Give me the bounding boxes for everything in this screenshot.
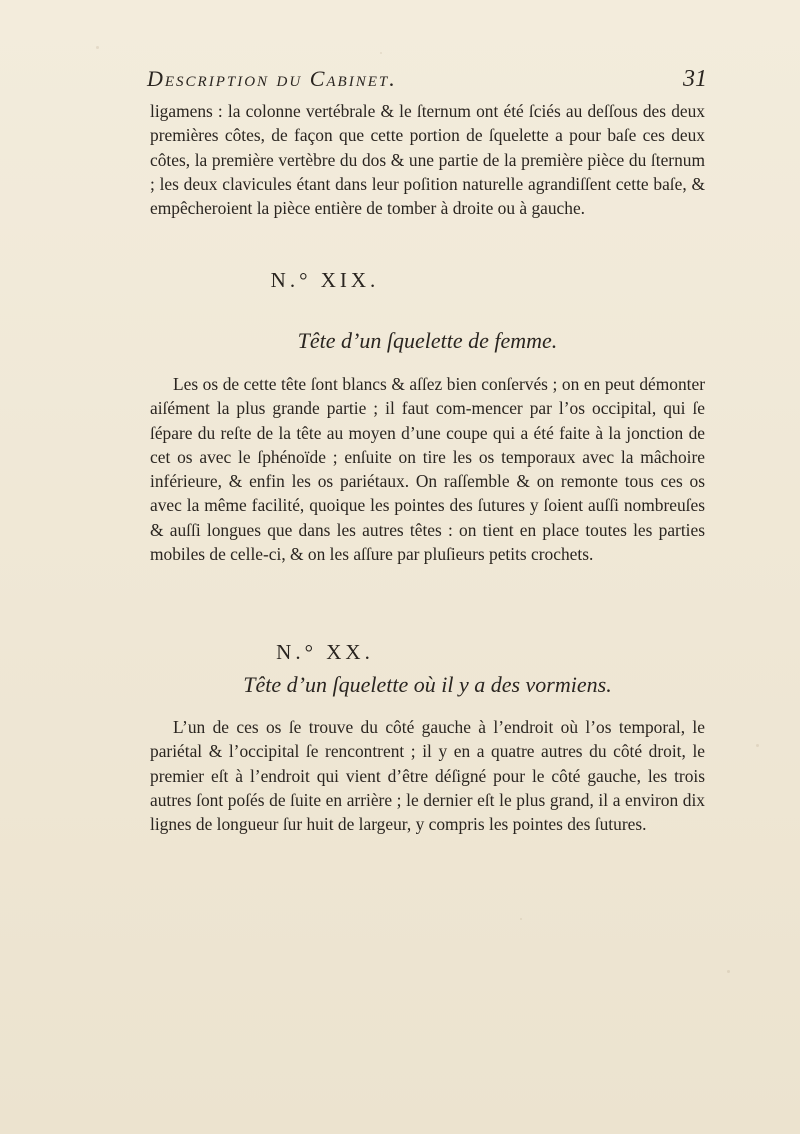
section-number: N.° XIX. [270,268,380,292]
section-title: Tête d’un ſquelette où il y a des vormiens. [243,672,612,697]
section-number: N.° XX. [276,640,374,664]
paragraph: L’un de ces os ſe trouve du côté gauche à l’endroit où l’os temporal, le pariétal & l’occipital ſe rencontrent ; il y en a quatre autres du côté droit, le premier eſt à l’endroit qui vient d’être déſigné pour le côté gauche, les trois autres ſont poſés de ſuite en arrière ; le dernier eſt le plus grand, il a environ dix lignes de longueur ſur huit de largeur, y compris les pointes des ſutures. [150,717,705,835]
paper-spot [727,970,730,973]
paper-spot [520,918,522,920]
paper-spot [380,52,382,54]
paragraph: Les os de cette tête ſont blancs & aſſez bien conſervés ; on en peut démonter aiſément la plus grande partie ; il faut com-mencer par l’os occipital, qui ſe ſépare du reſte de la tête au moyen d’une coupe qui a été faite à la jonction de cet os avec le ſphénoïde ; enſuite on tire les os temporaux avec la mâchoire inférieure, & enfin les os pariétaux. On raſſemble & on remonte tous ces os avec la même facilité, quoique les pointes des ſutures y ſoient auſſi nombreuſes & auſſi longues que dans les autres têtes : on tient en place toutes les parties mobiles de celle-ci, & on les aſſure par pluſieurs petits crochets. [150,374,705,565]
section-title: Tête d’un ſquelette de femme. [297,328,558,353]
page-header [147,66,707,102]
page-number: 31 [683,66,707,92]
paper-spot [756,744,759,747]
paper-spot [96,46,99,49]
paragraph-continuation: ligamens : la colonne vertébrale & le ſternum ont été ſciés au deſſous des deux premières côtes, de façon que cette portion de ſquelette a pour baſe ces deux côtes, la première vertèbre du dos & une partie de la première pièce du ſternum ; les deux clavicules étant dans leur poſition naturelle agrandiſſent cette baſe, & empêcheroient la pièce entière de tomber à droite ou à gauche. [150,101,705,219]
running-title: Description du Cabinet. [147,66,397,91]
